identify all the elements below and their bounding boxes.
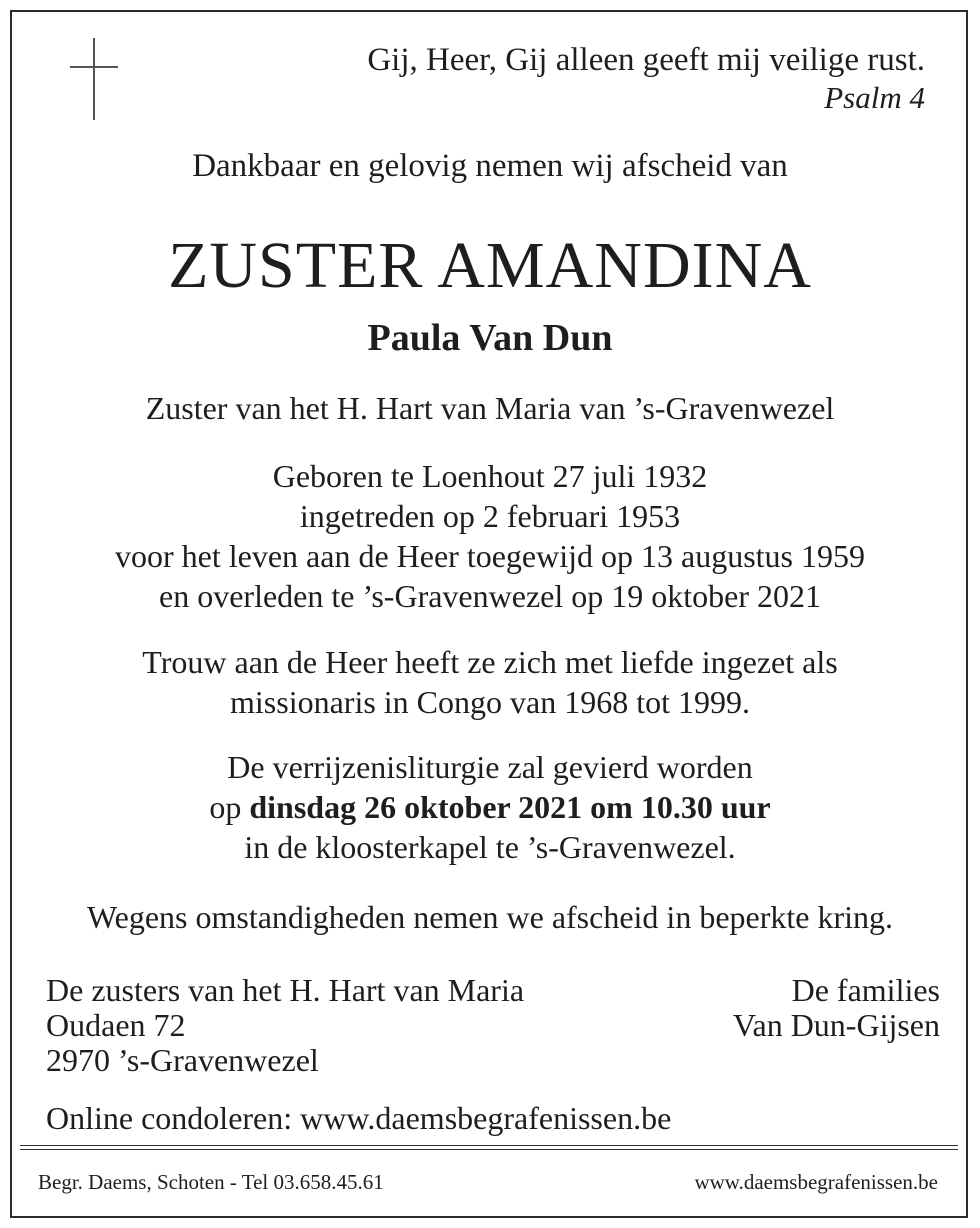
civil-name: Paula Van Dun [367, 317, 613, 359]
death-line: en overleden te ’s-Gravenwezel op 19 oktober 2021 [159, 578, 821, 614]
service-line-2 [0, 787, 980, 827]
service-line-1: De verrijzenisliturgie zal gevierd worden [227, 749, 753, 785]
divider [20, 1145, 958, 1146]
sender-line: Oudaen 72 [46, 1007, 186, 1043]
footer-contact: Begr. Daems, Schoten - Tel 03.658.45.61 [38, 1170, 384, 1194]
sender-left [46, 973, 524, 1078]
sender-line: De families [791, 972, 940, 1008]
sender-line: De zusters van het H. Hart van Maria [46, 972, 525, 1008]
mission-text [0, 642, 980, 722]
mission-line: Trouw aan de Heer heeft ze zich met liefde ingezet als [142, 644, 838, 680]
footer-website: www.daemsbegrafenissen.be [694, 1170, 938, 1194]
divider [20, 1149, 958, 1150]
religious-order: Zuster van het H. Hart van Maria van ’s-Gravenwezel [145, 390, 835, 426]
sender-right [733, 973, 940, 1043]
service-prefix: op [209, 789, 250, 825]
life-dates [0, 456, 980, 616]
mission-line: missionaris in Congo van 1968 tot 1999. [230, 684, 750, 720]
psalm-quote: Gij, Heer, Gij alleen geeft mij veilige rust. [367, 42, 925, 78]
psalm-reference: Psalm 4 [824, 80, 925, 115]
entry-line: ingetreden op 2 februari 1953 [299, 498, 681, 534]
cross-vertical-bar [93, 38, 95, 120]
service-datetime: dinsdag 26 oktober 2021 om 10.30 uur [249, 789, 771, 825]
service-line-3: in de kloosterkapel te ’s-Gravenwezel. [244, 829, 736, 865]
online-condolence: Online condoleren: www.daemsbegrafenissen.be [46, 1100, 672, 1136]
service-info [0, 747, 980, 867]
intro-text: Dankbaar en gelovig nemen wij afscheid van [192, 148, 788, 184]
birth-line: Geboren te Loenhout 27 juli 1932 [272, 458, 708, 494]
religious-name: ZUSTER AMANDINA [168, 229, 812, 302]
sender-line: 2970 ’s-Gravenwezel [46, 1042, 319, 1078]
restriction-notice: Wegens omstandigheden nemen we afscheid in beperkte kring. [86, 899, 894, 935]
vows-line: voor het leven aan de Heer toegewijd op 13 augustus 1959 [114, 538, 865, 574]
sender-line: Van Dun-Gijsen [732, 1007, 940, 1043]
cross-horizontal-bar [70, 66, 118, 68]
